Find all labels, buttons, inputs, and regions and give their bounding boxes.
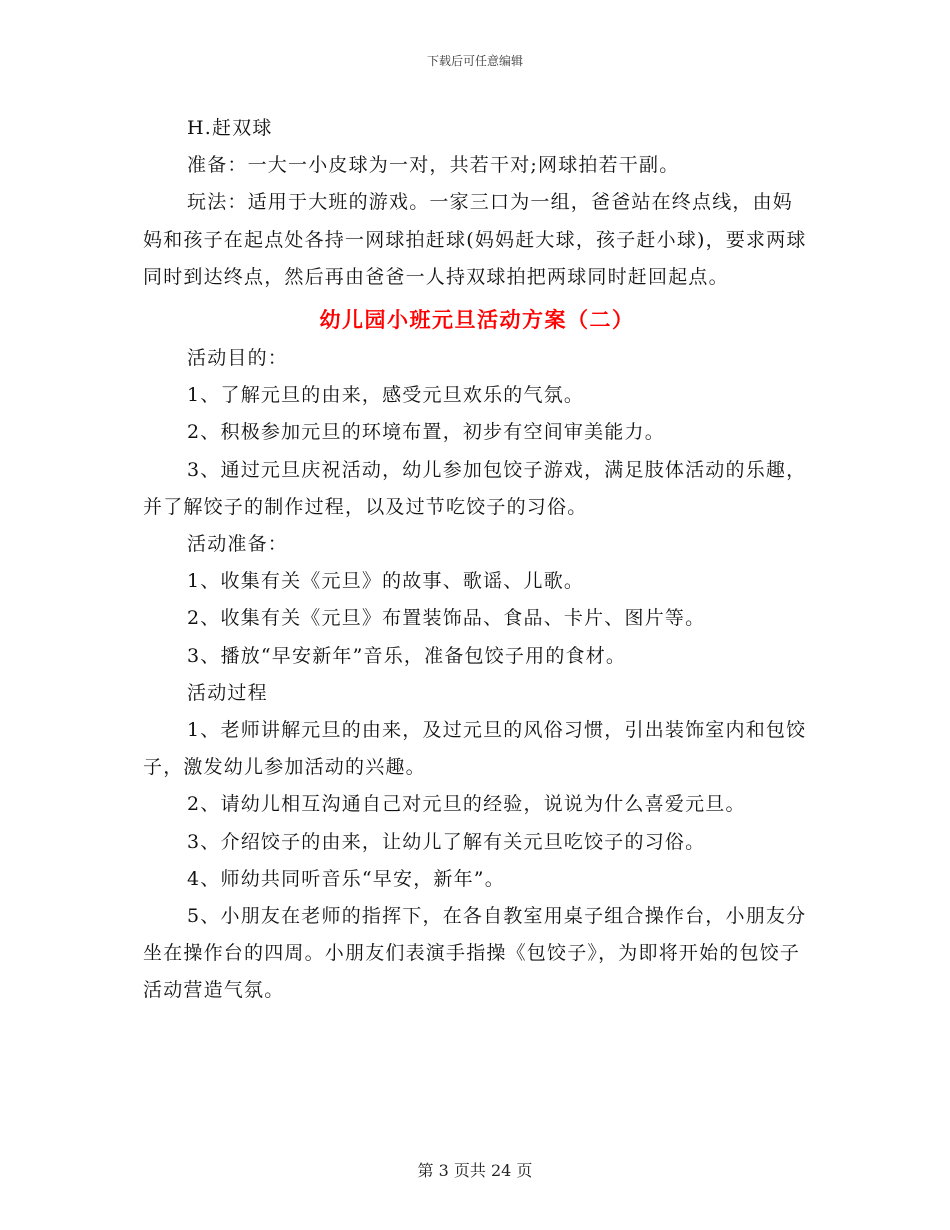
heading-activity-preparation: 活动准备： xyxy=(187,533,289,556)
process-item-3: 3、介绍饺子的由来，让幼儿了解有关元旦吃饺子的习俗。 xyxy=(187,830,706,853)
preparation-item-3: 3、播放“早安新年”音乐，准备包饺子用的食材。 xyxy=(187,644,627,667)
document-body xyxy=(143,110,811,1010)
page-footer: 第 3 页共 24 页 xyxy=(417,1161,533,1180)
process-item-2: 2、请幼儿相互沟通自己对元旦的经验，说说为什么喜爱元旦。 xyxy=(187,793,746,816)
preparation-item-2: 2、收集有关《元旦》布置装饰品、食品、卡片、图片等。 xyxy=(187,607,706,630)
goal-item-1: 1、了解元旦的由来，感受元旦欢乐的气氛。 xyxy=(187,384,585,407)
paragraph-rules: 玩法：适用于大班的游戏。一家三口为一组，爸爸站在终点线，由妈妈和孩子在起点处各持一网球拍赶球(妈妈赶大球，孩子赶小球)，要求两球同时到达终点，然后再由爸爸一人持双球拍把两球同时赶回起点。 xyxy=(143,191,807,288)
subheading-game-h: H.赶双球 xyxy=(187,117,273,139)
page-header: 下载后可任意编辑 xyxy=(426,54,523,68)
section-title: 幼儿园小班元旦活动方案（二） xyxy=(319,307,635,333)
paragraph-preparation: 准备：一大一小皮球为一对，共若干对;网球拍若干副。 xyxy=(187,154,680,177)
goal-item-3: 3、通过元旦庆祝活动，幼儿参加包饺子游戏，满足肢体活动的乐趣，并了解饺子的制作过程，以及过节吃饺子的习俗。 xyxy=(143,458,807,518)
process-item-1: 1、老师讲解元旦的由来，及过元旦的风俗习惯，引出装饰室内和包饺子，激发幼儿参加活动的兴趣。 xyxy=(143,719,807,779)
process-item-4: 4、师幼共同听音乐“早安，新年”。 xyxy=(187,867,505,890)
process-item-5: 5、小朋友在老师的指挥下，在各自教室用桌子组合操作台，小朋友分坐在操作台的四周。小朋友们表演手指操《包饺子》，为即将开始的包饺子活动营造气氛。 xyxy=(143,905,807,1002)
heading-activity-goals: 活动目的： xyxy=(187,347,289,370)
heading-activity-process: 活动过程 xyxy=(187,681,268,704)
preparation-item-1: 1、收集有关《元旦》的故事、歌谣、儿歌。 xyxy=(187,570,585,593)
goal-item-2: 2、积极参加元旦的环境布置，初步有空间审美能力。 xyxy=(187,421,665,444)
